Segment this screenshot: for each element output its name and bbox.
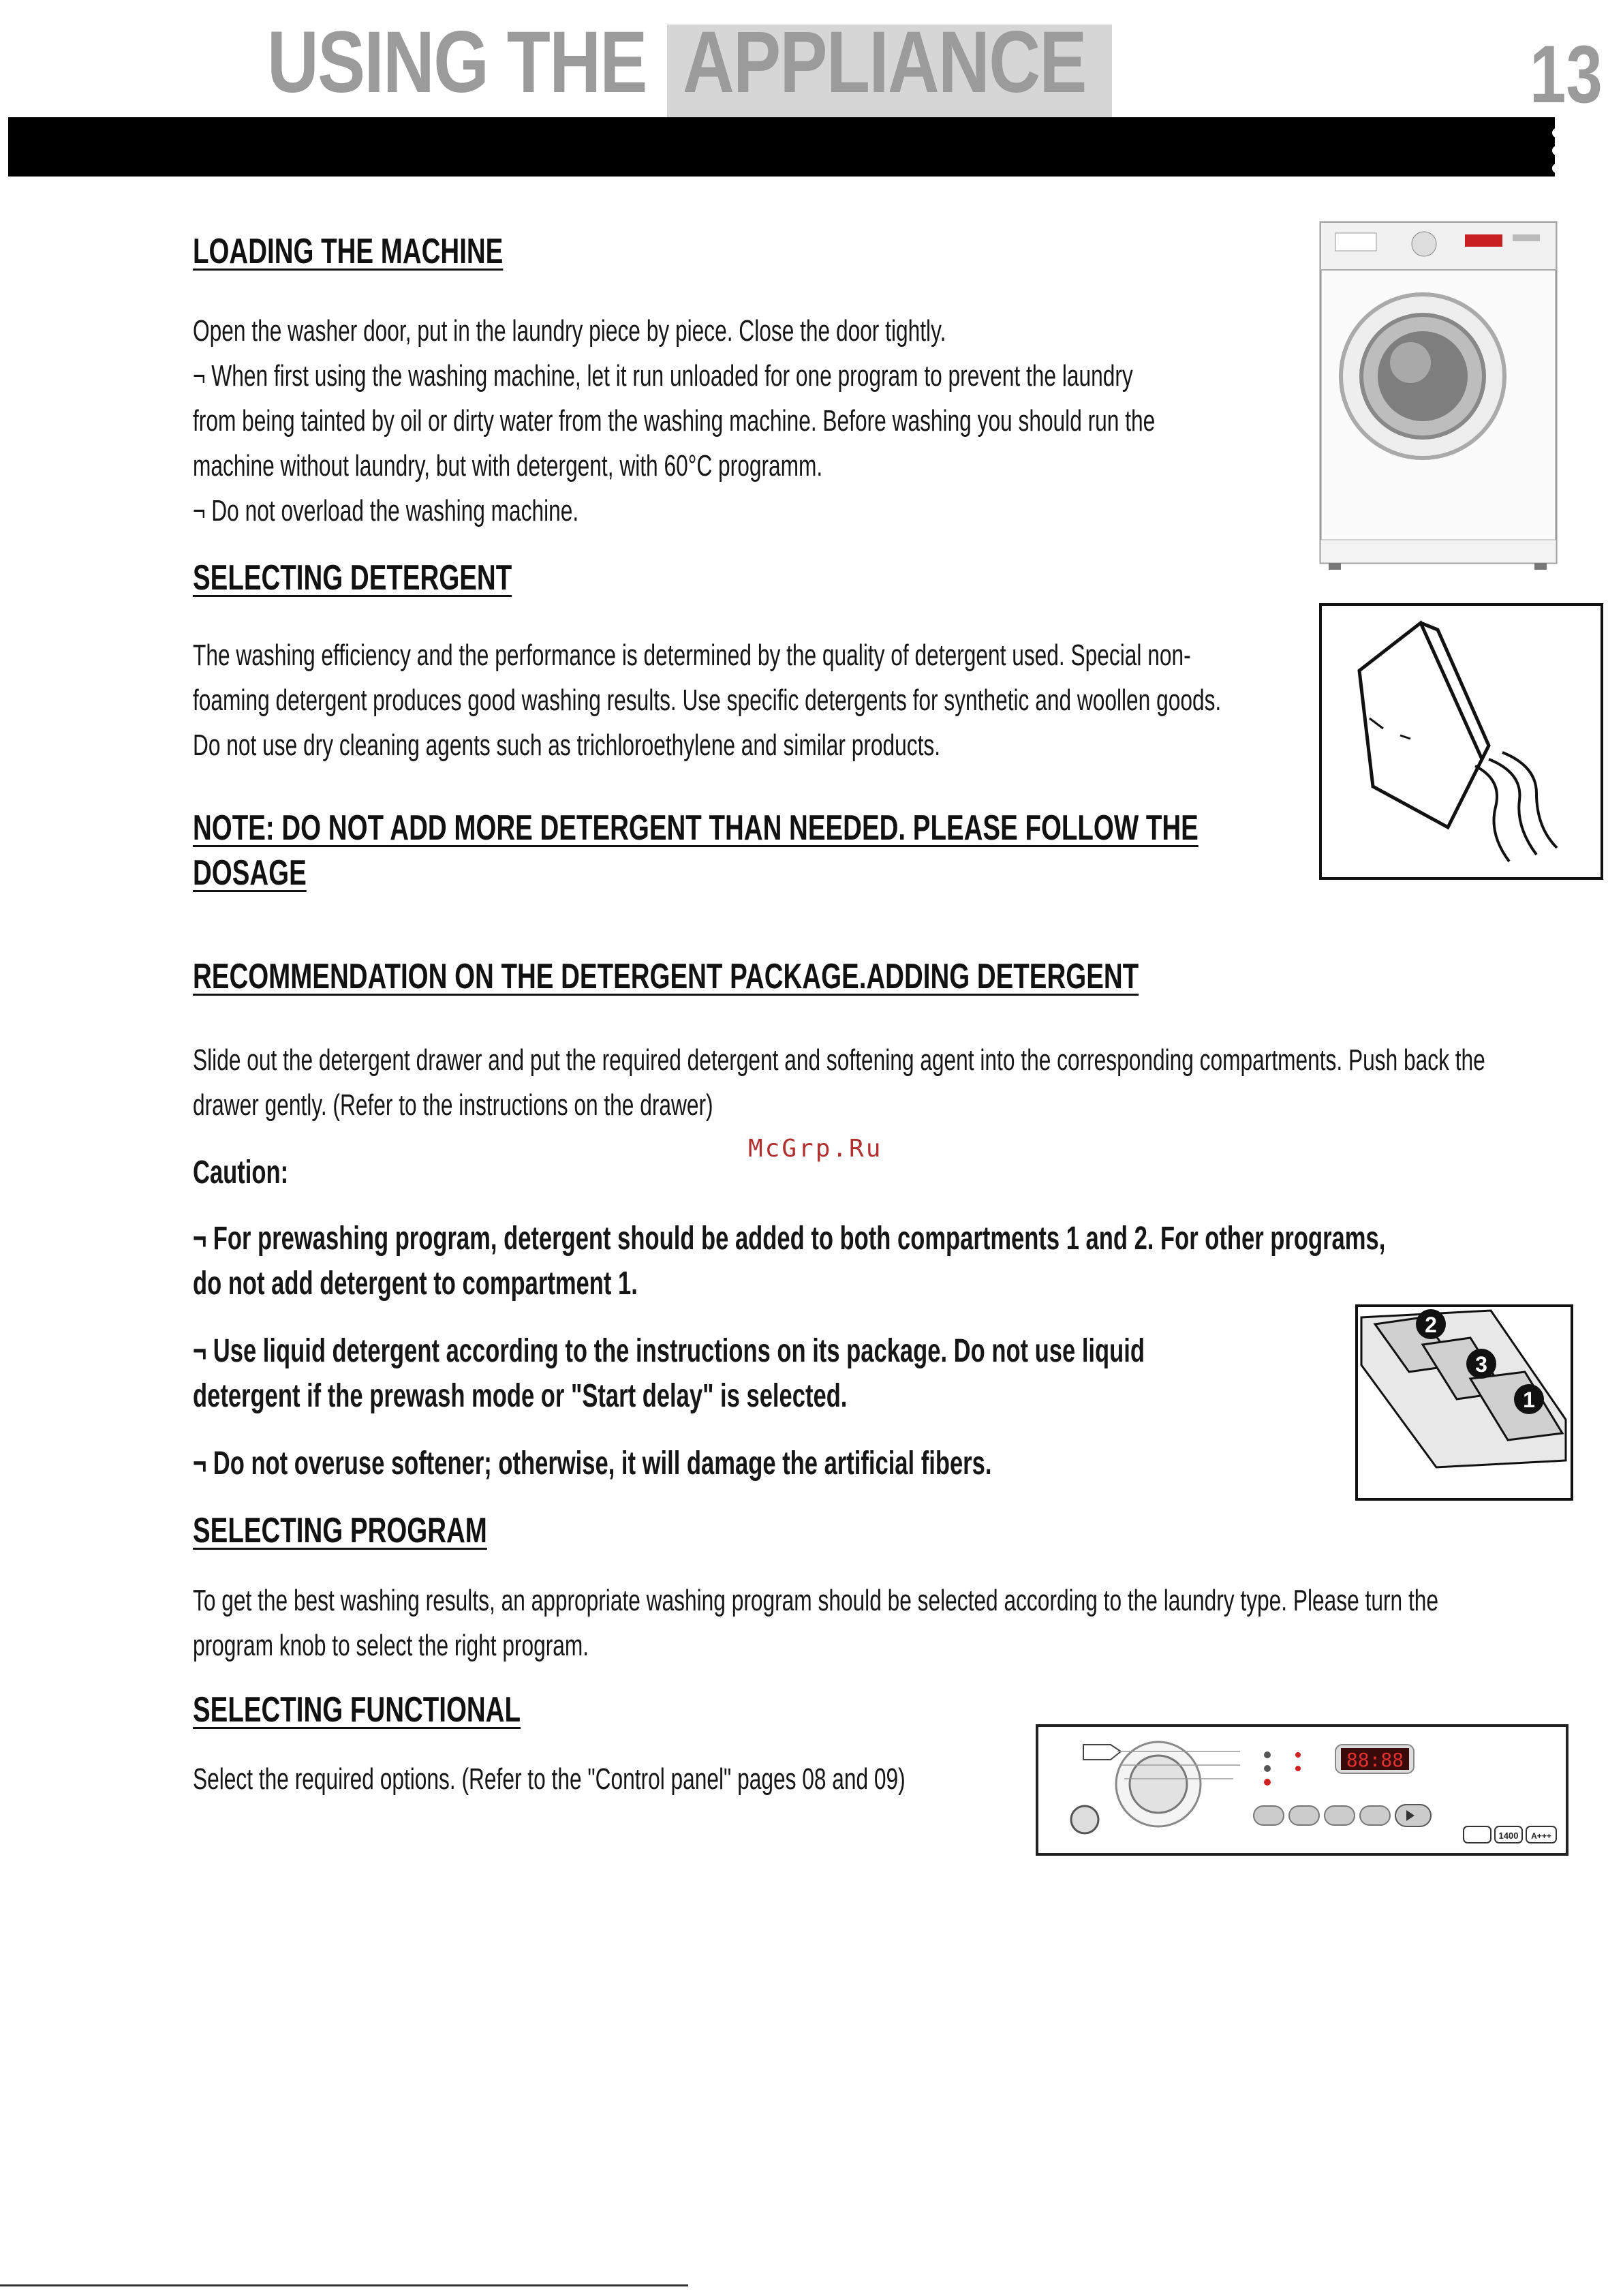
- header-dot: [1552, 146, 1562, 155]
- functional-line: Select the required options. (Refer to the "Control panel" pages 08 and 09): [193, 1762, 906, 1796]
- heading-recommendation: RECOMMENDATION ON THE DETERGENT PACKAGE.ADDING DETERGENT: [193, 957, 1139, 996]
- drawer-label-3: 3: [1475, 1352, 1487, 1377]
- heading-functional: SELECTING FUNCTIONAL: [193, 1690, 521, 1730]
- page-title-part2: APPLIANCE: [683, 14, 1086, 111]
- loading-line: ¬ Do not overload the washing machine.: [193, 494, 579, 527]
- caution-label: Caution:: [193, 1154, 289, 1191]
- page-number: 13: [1530, 29, 1603, 120]
- panel-spin-label: 1400: [1498, 1831, 1519, 1841]
- detergent-line: Do not use dry cleaning agents such as trichloroethylene and similar products.: [193, 729, 941, 762]
- detergent-drawer-illustration: [1355, 1304, 1574, 1501]
- program-line: program knob to select the right program.: [193, 1629, 589, 1662]
- footer-rule: [0, 2284, 688, 2286]
- header-bar: [8, 117, 1555, 177]
- panel-display: 88:88: [1346, 1749, 1404, 1771]
- loading-line: Open the washer door, put in the laundry piece by piece. Close the door tightly.: [193, 314, 946, 348]
- note-line: DOSAGE: [193, 853, 307, 893]
- watermark: McGrp.Ru: [748, 1135, 883, 1163]
- page-title-part1: USING THE: [267, 14, 647, 111]
- heading-program: SELECTING PROGRAM: [193, 1511, 487, 1550]
- note-line: NOTE: DO NOT ADD MORE DETERGENT THAN NEEDED. PLEASE FOLLOW THE: [193, 808, 1199, 848]
- loading-line: ¬ When first using the washing machine, let it run unloaded for one program to prevent the laundry: [193, 359, 1133, 393]
- detergent-pouring-illustration: [1318, 602, 1605, 882]
- loading-line: machine without laundry, but with detergent, with 60°C programm.: [193, 449, 823, 483]
- panel-energy-label: A+++: [1531, 1831, 1551, 1841]
- control-panel-illustration: [1036, 1724, 1568, 1856]
- caution-item: ¬ Use liquid detergent according to the instructions on its package. Do not use liquid: [193, 1333, 1145, 1369]
- drawer-label-2: 2: [1425, 1313, 1437, 1337]
- loading-line: from being tainted by oil or dirty water from the washing machine. Before washing you should run the: [193, 404, 1156, 438]
- header-dot: [1552, 164, 1562, 173]
- heading-loading: LOADING THE MACHINE: [193, 232, 504, 271]
- recommendation-line: Slide out the detergent drawer and put the required detergent and softening agent into the corresponding compartments. Push back the: [193, 1043, 1485, 1077]
- caution-item: ¬ For prewashing program, detergent should be added to both compartments 1 and 2. For other programs,: [193, 1221, 1386, 1257]
- washing-machine-illustration: [1315, 219, 1562, 574]
- drawer-label-1: 1: [1523, 1388, 1535, 1412]
- detergent-line: foaming detergent produces good washing results. Use specific detergents for synthetic and woollen goods.: [193, 684, 1222, 717]
- header-dot: [1552, 128, 1562, 138]
- detergent-line: The washing efficiency and the performance is determined by the quality of detergent used. Special non-: [193, 639, 1191, 672]
- program-line: To get the best washing results, an appropriate washing program should be selected according to the laundry type. Please turn the: [193, 1584, 1438, 1617]
- caution-item: do not add detergent to compartment 1.: [193, 1266, 638, 1302]
- caution-item: ¬ Do not overuse softener; otherwise, it will damage the artificial fibers.: [193, 1445, 992, 1482]
- recommendation-line: drawer gently. (Refer to the instructions on the drawer): [193, 1088, 713, 1122]
- heading-detergent: SELECTING DETERGENT: [193, 558, 512, 598]
- caution-item: detergent if the prewash mode or "Start delay" is selected.: [193, 1378, 848, 1414]
